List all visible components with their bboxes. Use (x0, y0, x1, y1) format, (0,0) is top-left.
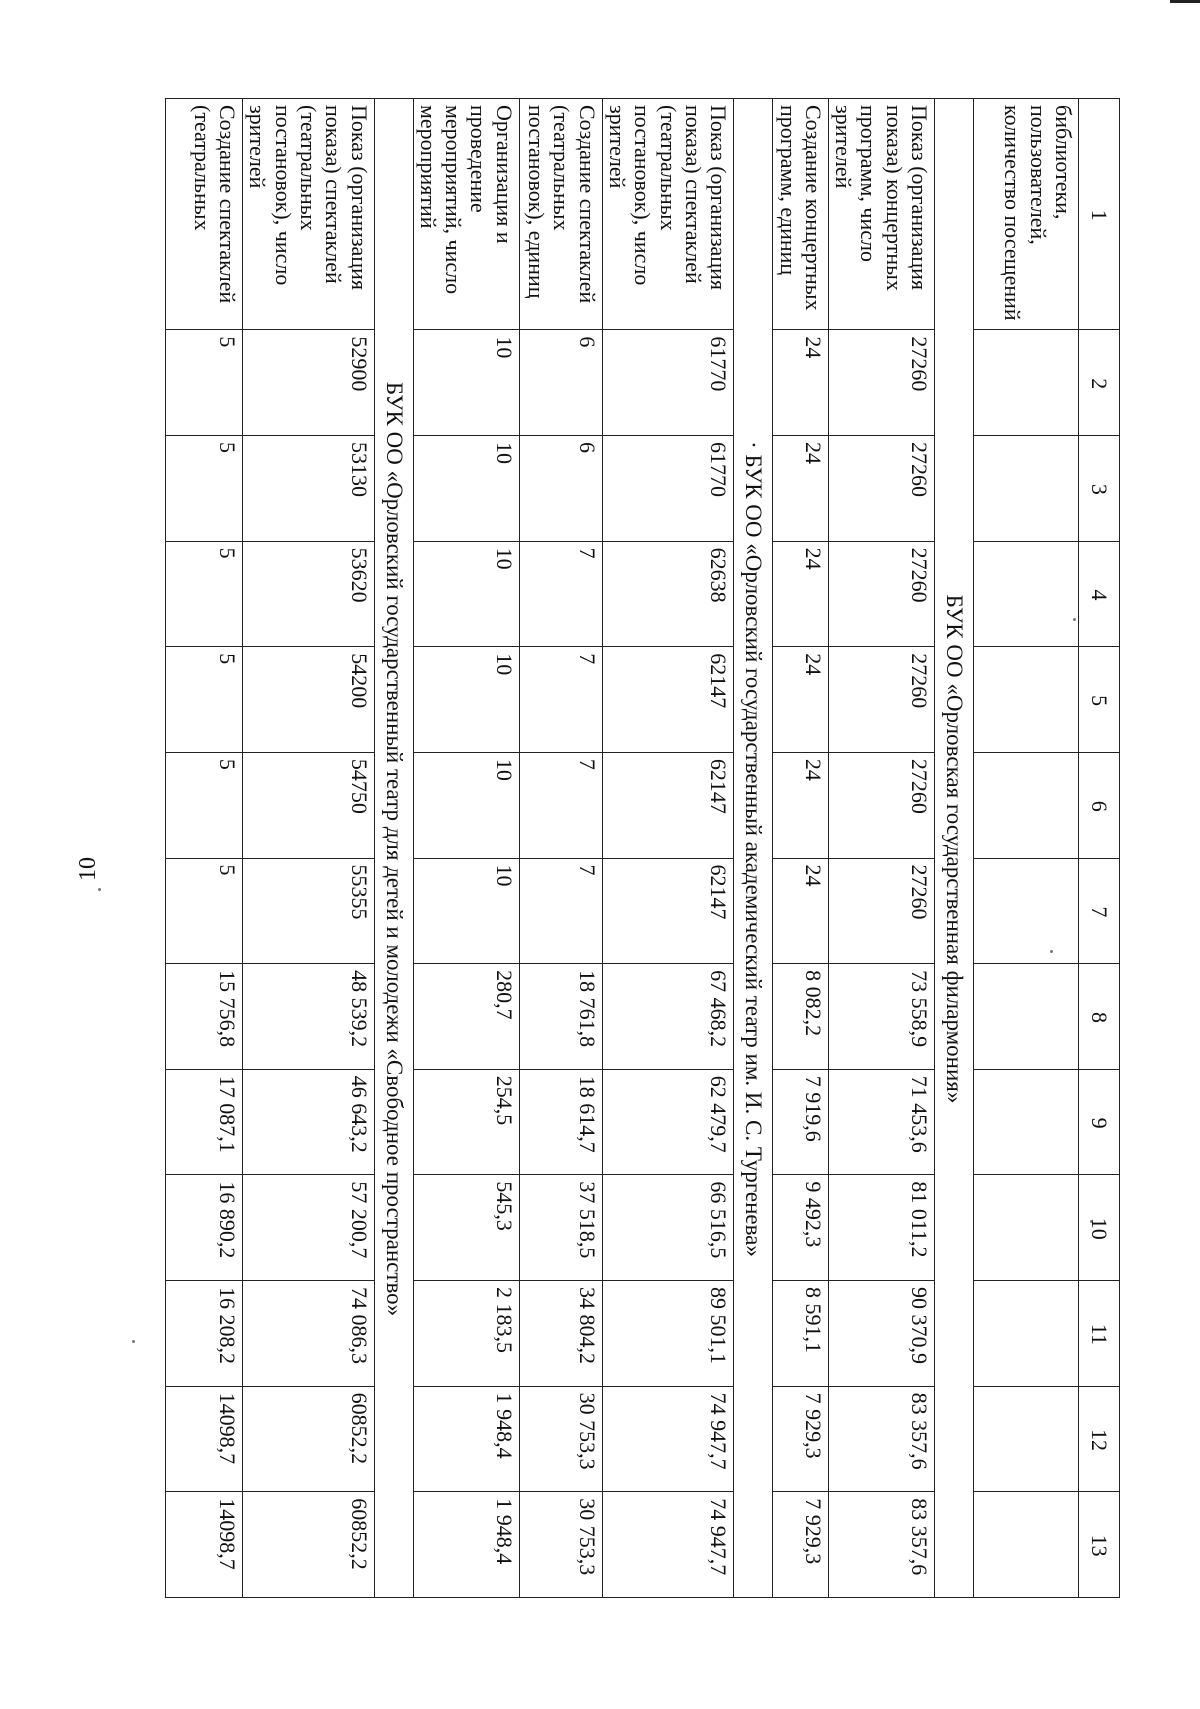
value-cell: 27260 (828, 647, 934, 753)
value-cell: 7 929,3 (773, 1386, 829, 1492)
value-cell: 24 (773, 541, 829, 647)
value-cell (974, 752, 1079, 858)
header-row (1079, 99, 1120, 1598)
value-cell: 18 614,7 (519, 1069, 602, 1175)
table-body (166, 99, 1120, 1598)
value-cell: 2 183,5 (413, 1281, 519, 1387)
value-cell: 7 (519, 541, 602, 647)
value-cell: 1 948,4 (413, 1386, 519, 1492)
row-label-cell: Создание спектаклей (театральных постановок), единиц (519, 99, 602, 330)
table-row (519, 99, 602, 1598)
page-number: 10 (75, 857, 101, 881)
value-cell (974, 1069, 1079, 1175)
group-title-row (935, 99, 974, 1598)
value-cell: 9 492,3 (773, 1175, 829, 1281)
header-cell: 12 (1079, 1386, 1120, 1492)
value-cell: 62147 (602, 858, 733, 964)
header-cell: 6 (1079, 752, 1120, 858)
value-cell: 5 (166, 330, 243, 436)
value-cell: 62 479,7 (602, 1069, 733, 1175)
value-cell: 54750 (243, 752, 374, 858)
value-cell: 254,5 (413, 1069, 519, 1175)
value-cell: 27260 (828, 436, 934, 542)
value-cell: 6 (519, 330, 602, 436)
header-cell: 10 (1079, 1175, 1120, 1281)
value-cell: 17 087,1 (166, 1069, 243, 1175)
header-cell: 1 (1079, 99, 1120, 330)
value-cell: 67 468,2 (602, 964, 733, 1070)
value-cell: 545,3 (413, 1175, 519, 1281)
value-cell: 5 (166, 436, 243, 542)
value-cell: 24 (773, 647, 829, 753)
value-cell: 10 (413, 436, 519, 542)
group-title: БУК ОО «Орловский государственный театр для детей и молодежи «Свободное пространство» (374, 99, 413, 1598)
row-label-cell: Показ (организация показа) спектаклей (театральных постановок), число зрителей (243, 99, 374, 330)
table-row (602, 99, 733, 1598)
value-cell: 83 357,6 (828, 1386, 934, 1492)
value-cell: 27260 (828, 752, 934, 858)
value-cell: 30 753,3 (519, 1492, 602, 1598)
value-cell (974, 1492, 1079, 1598)
value-cell (974, 541, 1079, 647)
group-title: · БУК ОО «Орловский государственный академический театр им. И. С. Тургенева» (734, 99, 773, 1598)
value-cell: 5 (166, 647, 243, 753)
value-cell (974, 1281, 1079, 1387)
value-cell: 46 643,2 (243, 1069, 374, 1175)
value-cell: 27260 (828, 541, 934, 647)
value-cell: 24 (773, 330, 829, 436)
value-cell: 7 (519, 752, 602, 858)
group-title-row (374, 99, 413, 1598)
value-cell: 37 518,5 (519, 1175, 602, 1281)
value-cell: 52900 (243, 330, 374, 436)
value-cell: 10 (413, 647, 519, 753)
value-cell: 16 208,2 (166, 1281, 243, 1387)
value-cell: 48 539,2 (243, 964, 374, 1070)
group-title: БУК ОО «Орловская государственная филармония» (935, 99, 974, 1598)
value-cell: 7 929,3 (773, 1492, 829, 1598)
scan-speck (98, 888, 101, 891)
row-label-cell: Создание спектаклей (театральных (166, 99, 243, 330)
value-cell (974, 964, 1079, 1070)
value-cell: 280,7 (413, 964, 519, 1070)
value-cell: 66 516,5 (602, 1175, 733, 1281)
row-label-cell: Организация и проведение мероприятий, число мероприятий (413, 99, 519, 330)
value-cell (974, 858, 1079, 964)
header-cell: 13 (1079, 1492, 1120, 1598)
value-cell: 8 591,1 (773, 1281, 829, 1387)
value-cell: 62147 (602, 752, 733, 858)
table-row (974, 99, 1079, 1598)
header-cell: 9 (1079, 1069, 1120, 1175)
value-cell: 62147 (602, 647, 733, 753)
value-cell: 60852,2 (243, 1386, 374, 1492)
value-cell: 5 (166, 541, 243, 647)
value-cell (974, 1175, 1079, 1281)
value-cell: 55355 (243, 858, 374, 964)
value-cell: 81 011,2 (828, 1175, 934, 1281)
value-cell: 27260 (828, 330, 934, 436)
value-cell: 30 753,3 (519, 1386, 602, 1492)
value-cell: 57 200,7 (243, 1175, 374, 1281)
value-cell: 74 947,7 (602, 1386, 733, 1492)
value-cell: 10 (413, 330, 519, 436)
value-cell: 90 370,9 (828, 1281, 934, 1387)
table-row (828, 99, 934, 1598)
value-cell: 53620 (243, 541, 374, 647)
header-cell: 4 (1079, 541, 1120, 647)
value-cell: 71 453,6 (828, 1069, 934, 1175)
value-cell (974, 330, 1079, 436)
header-cell: 8 (1079, 964, 1120, 1070)
value-cell (974, 647, 1079, 753)
value-cell: 60852,2 (243, 1492, 374, 1598)
value-cell: 53130 (243, 436, 374, 542)
value-cell: 27260 (828, 858, 934, 964)
value-cell: 16 890,2 (166, 1175, 243, 1281)
row-label-cell: Создание концертных программ, единиц (773, 99, 829, 330)
value-cell: 7 919,6 (773, 1069, 829, 1175)
value-cell: 10 (413, 858, 519, 964)
group-title-row (734, 99, 773, 1598)
value-cell: 10 (413, 541, 519, 647)
value-cell: 24 (773, 752, 829, 858)
row-label-cell: Показ (организация показа) концертных программ, число зрителей (828, 99, 934, 330)
value-cell: 24 (773, 436, 829, 542)
value-cell: 83 357,6 (828, 1492, 934, 1598)
value-cell: 54200 (243, 647, 374, 753)
header-cell: 11 (1079, 1281, 1120, 1387)
row-label-cell: Показ (организация показа) спектаклей (театральных постановок), число зрителей (602, 99, 733, 330)
scan-speck (132, 1340, 135, 1343)
value-cell: 74 947,7 (602, 1492, 733, 1598)
table-row (773, 99, 829, 1598)
value-cell: 5 (166, 752, 243, 858)
header-cell: 7 (1079, 858, 1120, 964)
value-cell: 7 (519, 647, 602, 753)
value-cell (974, 1386, 1079, 1492)
value-cell: 10 (413, 752, 519, 858)
header-cell: 2 (1079, 330, 1120, 436)
value-cell: 89 501,1 (602, 1281, 733, 1387)
value-cell (974, 436, 1079, 542)
data-table (165, 98, 1120, 1598)
value-cell: 18 761,8 (519, 964, 602, 1070)
value-cell: 24 (773, 858, 829, 964)
scan-edge-mark (1170, 0, 1200, 3)
value-cell: 34 804,2 (519, 1281, 602, 1387)
value-cell: 73 558,9 (828, 964, 934, 1070)
value-cell: 8 082,2 (773, 964, 829, 1070)
rotated-table-container (160, 98, 1120, 1598)
header-cell: 3 (1079, 436, 1120, 542)
table-row (413, 99, 519, 1598)
value-cell: 1 948,4 (413, 1492, 519, 1598)
value-cell: 15 756,8 (166, 964, 243, 1070)
value-cell: 6 (519, 436, 602, 542)
value-cell: 62638 (602, 541, 733, 647)
table-row (166, 99, 243, 1598)
table-row (243, 99, 374, 1598)
value-cell: 14098,7 (166, 1492, 243, 1598)
row-label-cell: библиотеки, пользователей, количество посещений (974, 99, 1079, 330)
header-cell: 5 (1079, 647, 1120, 753)
value-cell: 61770 (602, 436, 733, 542)
value-cell: 74 086,3 (243, 1281, 374, 1387)
value-cell: 5 (166, 858, 243, 964)
value-cell: 14098,7 (166, 1386, 243, 1492)
value-cell: 61770 (602, 330, 733, 436)
value-cell: 7 (519, 858, 602, 964)
